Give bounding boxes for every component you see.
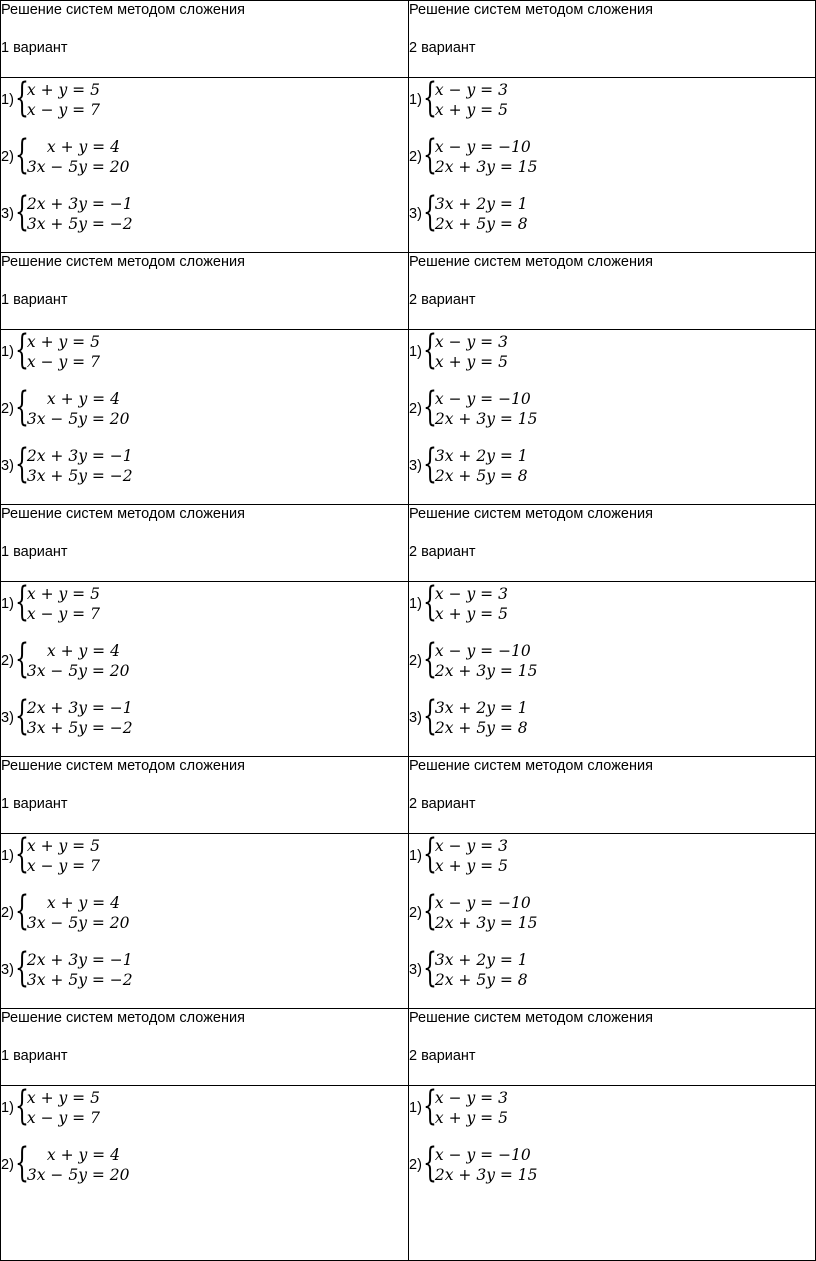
equations [27,836,100,876]
system-brace-icon: { [422,329,437,373]
equation-system [1,78,408,122]
problems-row [1,582,816,757]
equation-system [1,189,408,236]
system-brace-icon: { [422,693,437,739]
system-brace-icon: { [422,384,437,430]
system-brace-icon: { [422,581,437,625]
worksheet-title: Решение систем методом сложения [409,254,653,270]
system-brace-icon: { [422,1140,437,1186]
equation: x + y = 4 [46,138,120,156]
worksheet-title: Решение систем методом сложения [409,506,653,522]
equations [435,1088,508,1128]
equation-system [1,384,408,431]
equations [27,1088,100,1128]
system-brace-icon: { [422,132,437,178]
equation: x − y = 7 [26,1109,100,1127]
system-brace-icon: { [14,441,29,487]
variant-header-cell [1,1009,409,1086]
problem-number: 1) [1,848,14,864]
equation: x − y = 3 [434,1089,508,1107]
problem-number: 3) [409,710,422,726]
problems-row [1,78,816,253]
system-brace-icon: { [14,384,29,430]
equations [27,80,100,120]
equation: 2x + 3y = 15 [434,1166,538,1184]
system-brace-icon: { [422,189,437,235]
problem-number: 2) [1,149,14,165]
equation: x + y = 5 [26,585,100,603]
problem-number: 2) [409,1157,422,1173]
equation: 2x + 3y = 15 [434,410,538,428]
equation: x − y = −10 [434,390,531,408]
equation: 3x + 2y = 1 [434,447,528,465]
equation: 3x + 2y = 1 [434,195,528,213]
equation: 3x + 5y = −2 [26,719,133,737]
equation: x + y = 5 [26,81,100,99]
equation: x + y = 5 [434,1109,508,1127]
variant-label: 2 вариант [409,1048,476,1064]
equation: 2x + 5y = 8 [434,215,528,233]
equation-system [409,693,815,740]
worksheet-title: Решение систем методом сложения [1,1010,245,1026]
equation: x − y = 7 [26,857,100,875]
equation: x − y = −10 [434,1146,531,1164]
problems-row [1,1086,816,1261]
equations [27,950,133,990]
system-brace-icon: { [14,189,29,235]
worksheet-title: Решение систем методом сложения [1,758,245,774]
problem-number: 1) [409,596,422,612]
equation-system [409,1140,815,1187]
system-brace-icon: { [422,945,437,991]
problem-number: 3) [409,206,422,222]
problem-number: 2) [409,905,422,921]
worksheet-title: Решение систем методом сложения [409,758,653,774]
equations [27,698,133,738]
problem-number: 1) [1,92,14,108]
problem-number: 2) [409,149,422,165]
variant-header-cell [409,1009,816,1086]
equation: 2x + 3y = 15 [434,158,538,176]
variant-label: 2 вариант [409,796,476,812]
equation-system [1,330,408,374]
equation-system [409,384,815,431]
equation-system [409,189,815,236]
problems-cell [409,330,816,505]
equation-system [409,636,815,683]
equation-system [409,1086,815,1130]
problems-cell [1,330,409,505]
equations [435,1145,538,1185]
equations [27,641,130,681]
equations [27,584,100,624]
equation-system [409,78,815,122]
equation-system [409,888,815,935]
equation: 2x + 5y = 8 [434,971,528,989]
equations [27,1145,130,1185]
worksheet-title: Решение систем методом сложения [1,2,245,18]
equation-system [409,132,815,179]
problems-row [1,330,816,505]
equation-system [1,834,408,878]
equation: x − y = 7 [26,605,100,623]
equation: x − y = −10 [434,138,531,156]
variant-label: 2 вариант [409,544,476,560]
equation: 3x − 5y = 20 [26,410,130,428]
problem-number: 2) [409,401,422,417]
problem-number: 3) [409,962,422,978]
equations [435,641,538,681]
equation: 2x + 3y = −1 [26,447,133,465]
equation: x + y = 5 [434,857,508,875]
problem-number: 2) [1,401,14,417]
equation: 2x + 3y = −1 [26,699,133,717]
system-brace-icon: { [14,77,29,121]
equation: 3x − 5y = 20 [26,662,130,680]
equations [435,584,508,624]
equation: 3x + 5y = −2 [26,215,133,233]
equation: x + y = 5 [434,101,508,119]
equation-system [1,636,408,683]
system-brace-icon: { [422,1085,437,1129]
variant-header-cell [409,253,816,330]
header-row [1,253,816,330]
equation: x − y = 3 [434,837,508,855]
equations [435,698,528,738]
equation: 2x + 3y = −1 [26,195,133,213]
system-brace-icon: { [14,945,29,991]
problem-number: 3) [1,962,14,978]
equation: 2x + 3y = 15 [434,662,538,680]
equations [27,137,130,177]
system-brace-icon: { [14,888,29,934]
equation: 3x + 2y = 1 [434,951,528,969]
equations [435,389,538,429]
variant-header-cell [1,1,409,78]
system-brace-icon: { [422,636,437,682]
equation-system [1,693,408,740]
equation: x + y = 5 [26,837,100,855]
problem-number: 3) [1,458,14,474]
problem-number: 1) [1,596,14,612]
variant-label: 1 вариант [1,1048,68,1064]
equation: x − y = 7 [26,353,100,371]
equation: x − y = 7 [26,101,100,119]
equation-system [409,834,815,878]
variant-label: 1 вариант [1,292,68,308]
equation-system [1,1086,408,1130]
equation: x + y = 4 [46,642,120,660]
equations [435,332,508,372]
worksheet-title: Решение систем методом сложения [1,254,245,270]
variant-label: 1 вариант [1,544,68,560]
equation: x + y = 5 [434,605,508,623]
variant-header-cell [1,757,409,834]
equations [27,893,130,933]
system-brace-icon: { [14,132,29,178]
problem-number: 1) [409,848,422,864]
equation: 3x + 5y = −2 [26,467,133,485]
problems-cell [409,1086,816,1261]
equation: x + y = 4 [46,390,120,408]
variant-label: 2 вариант [409,292,476,308]
problem-number: 2) [1,1157,14,1173]
header-row [1,1009,816,1086]
equation: 2x + 3y = 15 [434,914,538,932]
equation: x + y = 4 [46,1146,120,1164]
problems-cell [409,78,816,253]
equation-system [1,132,408,179]
equation-system [1,888,408,935]
equations [435,446,528,486]
equation-system [409,330,815,374]
system-brace-icon: { [422,833,437,877]
variant-header-cell [409,505,816,582]
equations [27,446,133,486]
equation-system [409,582,815,626]
problems-cell [409,834,816,1009]
equations [27,332,100,372]
variant-header-cell [409,757,816,834]
equation-system [1,945,408,992]
variant-header-cell [1,505,409,582]
system-brace-icon: { [14,636,29,682]
equation-system [409,945,815,992]
system-brace-icon: { [14,329,29,373]
problem-number: 1) [409,1100,422,1116]
equation: x − y = 3 [434,81,508,99]
problems-cell [1,582,409,757]
equation: x + y = 4 [46,894,120,912]
system-brace-icon: { [14,1140,29,1186]
equation: 3x − 5y = 20 [26,158,130,176]
system-brace-icon: { [422,441,437,487]
system-brace-icon: { [14,833,29,877]
equation-system [1,1140,408,1187]
equation: 2x + 5y = 8 [434,467,528,485]
problem-number: 3) [409,458,422,474]
problem-number: 1) [409,92,422,108]
problems-row [1,834,816,1009]
equation: 3x − 5y = 20 [26,1166,130,1184]
equation: x + y = 5 [26,333,100,351]
variant-label: 1 вариант [1,40,68,56]
problem-number: 1) [409,344,422,360]
equations [435,80,508,120]
equation: x + y = 5 [26,1089,100,1107]
equation: 2x + 5y = 8 [434,719,528,737]
equation: 2x + 3y = −1 [26,951,133,969]
worksheet-title: Решение систем методом сложения [409,2,653,18]
system-brace-icon: { [422,888,437,934]
problem-number: 2) [1,905,14,921]
equation: 3x + 5y = −2 [26,971,133,989]
equations [435,137,538,177]
problem-number: 3) [1,206,14,222]
equation: x − y = 3 [434,585,508,603]
equation: x − y = 3 [434,333,508,351]
problem-number: 2) [409,653,422,669]
equation: x − y = −10 [434,642,531,660]
equation-system [409,441,815,488]
problem-number: 1) [1,1100,14,1116]
equations [27,389,130,429]
equations [435,194,528,234]
variant-label: 1 вариант [1,796,68,812]
worksheet-title: Решение систем методом сложения [409,1010,653,1026]
header-row [1,757,816,834]
equations [435,950,528,990]
system-brace-icon: { [14,693,29,739]
variant-header-cell [409,1,816,78]
equation: x − y = −10 [434,894,531,912]
system-brace-icon: { [14,581,29,625]
problems-cell [1,78,409,253]
equations [435,893,538,933]
variant-label: 2 вариант [409,40,476,56]
header-row [1,1,816,78]
problem-number: 1) [1,344,14,360]
problems-cell [409,582,816,757]
worksheet-title: Решение систем методом сложения [1,506,245,522]
problems-cell [1,834,409,1009]
problems-cell [1,1086,409,1261]
equation-system [1,441,408,488]
problem-number: 2) [1,653,14,669]
equation: 3x + 2y = 1 [434,699,528,717]
variant-header-cell [1,253,409,330]
equation: x + y = 5 [434,353,508,371]
equations [27,194,133,234]
problem-number: 3) [1,710,14,726]
equation-system [1,582,408,626]
system-brace-icon: { [422,77,437,121]
equations [435,836,508,876]
equation: 3x − 5y = 20 [26,914,130,932]
header-row [1,505,816,582]
system-brace-icon: { [14,1085,29,1129]
